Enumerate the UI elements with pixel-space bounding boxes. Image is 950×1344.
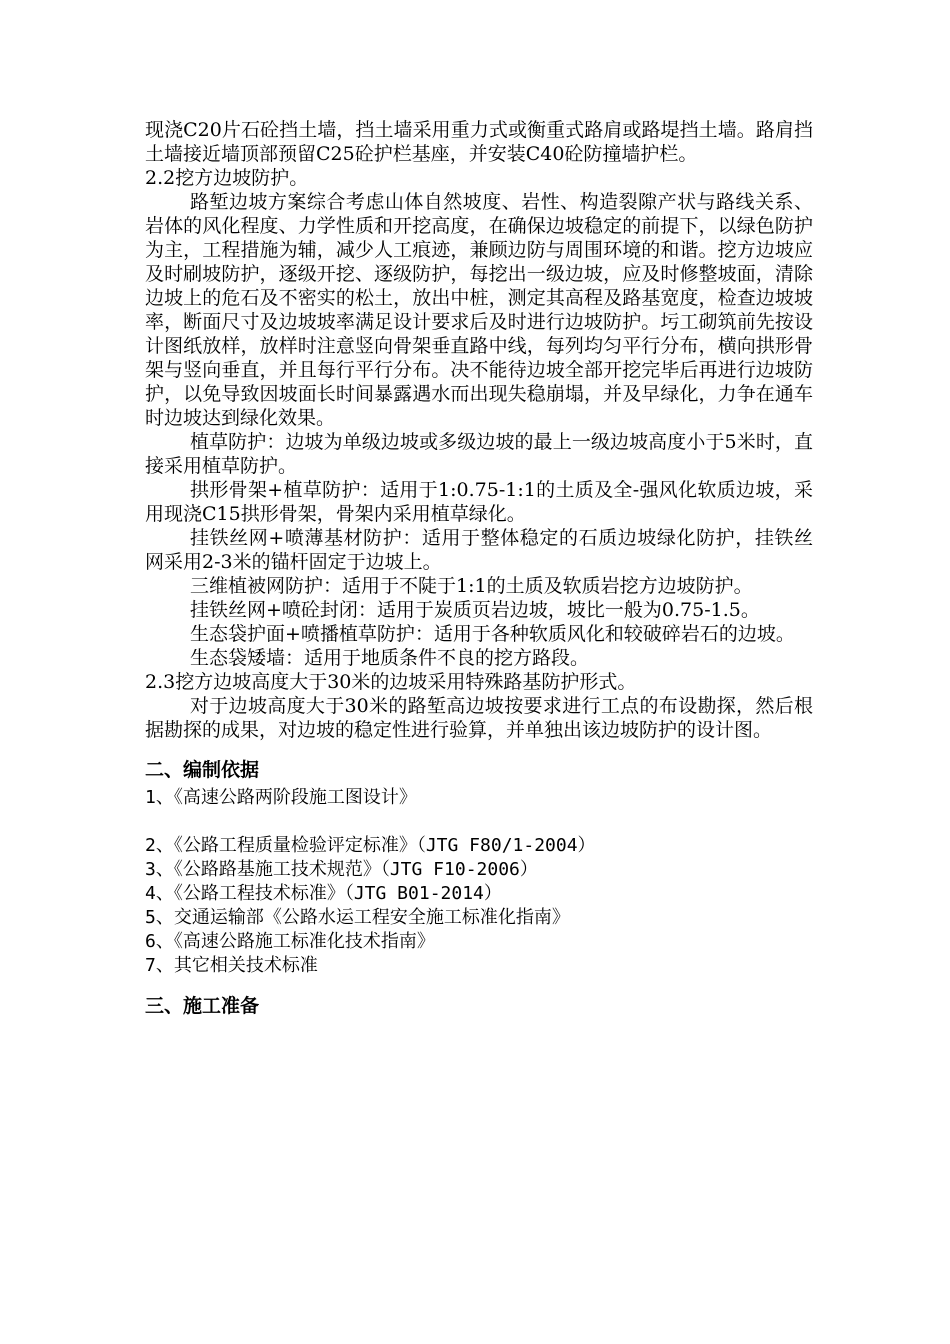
wire-mesh-shotcrete-paragraph: 挂铁丝网+喷砼封闭：适用于炭质页岩边坡，坡比一般为0.75-1.5。 [190, 599, 760, 621]
arch-frame-paragraph: 拱形骨架+植草防护：适用于1:0.75-1:1的土质及全-强风化软质边坡，采用现浇C15拱形骨架，骨架内采用植草绿化。 [145, 479, 813, 525]
reference-item: 6、《高速公路施工标准化技术指南》 [145, 931, 435, 952]
section-2-title: 二、编制依据 [145, 759, 260, 781]
section-2-3-heading: 2.3挖方边坡高度大于30米的边坡采用特殊路基防护形式。 [145, 671, 637, 693]
wire-mesh-substrate-paragraph: 挂铁丝网+喷薄基材防护：适用于整体稳定的石质边坡绿化防护，挂铁丝网采用2-3米的锚杆固定于边坡上。 [145, 527, 813, 573]
retaining-wall-paragraph: 现浇C20片石砼挡土墙，挡土墙采用重力式或衡重式路肩或路堤挡土墙。路肩挡土墙接近墙顶部预留C25砼护栏基座，并安装C40砼防撞墙护栏。 [145, 119, 813, 165]
section-3-title: 三、施工准备 [145, 995, 260, 1017]
high-slope-paragraph: 对于边坡高度大于30米的路堑高边坡按要求进行工点的布设勘探，然后根据勘探的成果，对边坡的稳定性进行验算，并单独出该边坡防护的设计图。 [145, 695, 813, 741]
reference-item: 3、《公路路基施工技术规范》（JTG F10-2006） [145, 859, 538, 880]
grass-protection-paragraph: 植草防护：边坡为单级边坡或多级边坡的最上一级边坡高度小于5米时，直接采用植草防护。 [145, 431, 813, 477]
reference-item: 4、《公路工程技术标准》（JTG B01-2014） [145, 883, 502, 904]
reference-item: 1、《高速公路两阶段施工图设计》 [145, 787, 417, 808]
reference-item: 2、《公路工程质量检验评定标准》（JTG F80/1-2004） [145, 835, 596, 856]
reference-item: 7、其它相关技术标准 [145, 955, 318, 976]
cut-slope-scheme-paragraph: 路堑边坡方案综合考虑山体自然坡度、岩性、构造裂隙产状与路线关系、岩体的风化程度、力学性质和开挖高度，在确保边坡稳定的前提下，以绿色防护为主，工程措施为辅，减少人工痕迹，兼顾边防与周围环境的和谐。挖方边坡应及时刷坡防护，逐级开挖、逐级防护，每挖出一级边坡，应及时修整坡面，清除边坡上的危石及不密实的松土，放出中桩，测定其高程及路基宽度，检查边坡坡率，断面尺寸及边坡坡率满足设计要求后及时进行边坡防护。圬工砌筑前先按设计图纸放样，放样时注意竖向骨架垂直路中线，每列均匀平行分布，横向拱形骨架与竖向垂直，并且每行平行分布。决不能待边坡全部开挖完毕后再进行边坡防护，以免导致因坡面长时间暴露遇水而出现失稳崩塌，并及早绿化，力争在通车时边坡达到绿化效果。 [145, 191, 813, 429]
blank-line [145, 810, 813, 834]
eco-bag-surface-paragraph: 生态袋护面+喷播植草防护：适用于各种软质风化和较破碎岩石的边坡。 [190, 623, 795, 645]
eco-bag-low-wall-paragraph: 生态袋矮墙：适用于地质条件不良的挖方路段。 [190, 647, 590, 669]
document-page [145, 118, 813, 1018]
reference-item: 5、交通运输部《公路水运工程安全施工标准化指南》 [145, 907, 570, 928]
section-2-2-heading: 2.2挖方边坡防护。 [145, 167, 309, 189]
3d-vegetation-net-paragraph: 三维植被网防护：适用于不陡于1:1的土质及软质岩挖方边坡防护。 [190, 575, 753, 597]
